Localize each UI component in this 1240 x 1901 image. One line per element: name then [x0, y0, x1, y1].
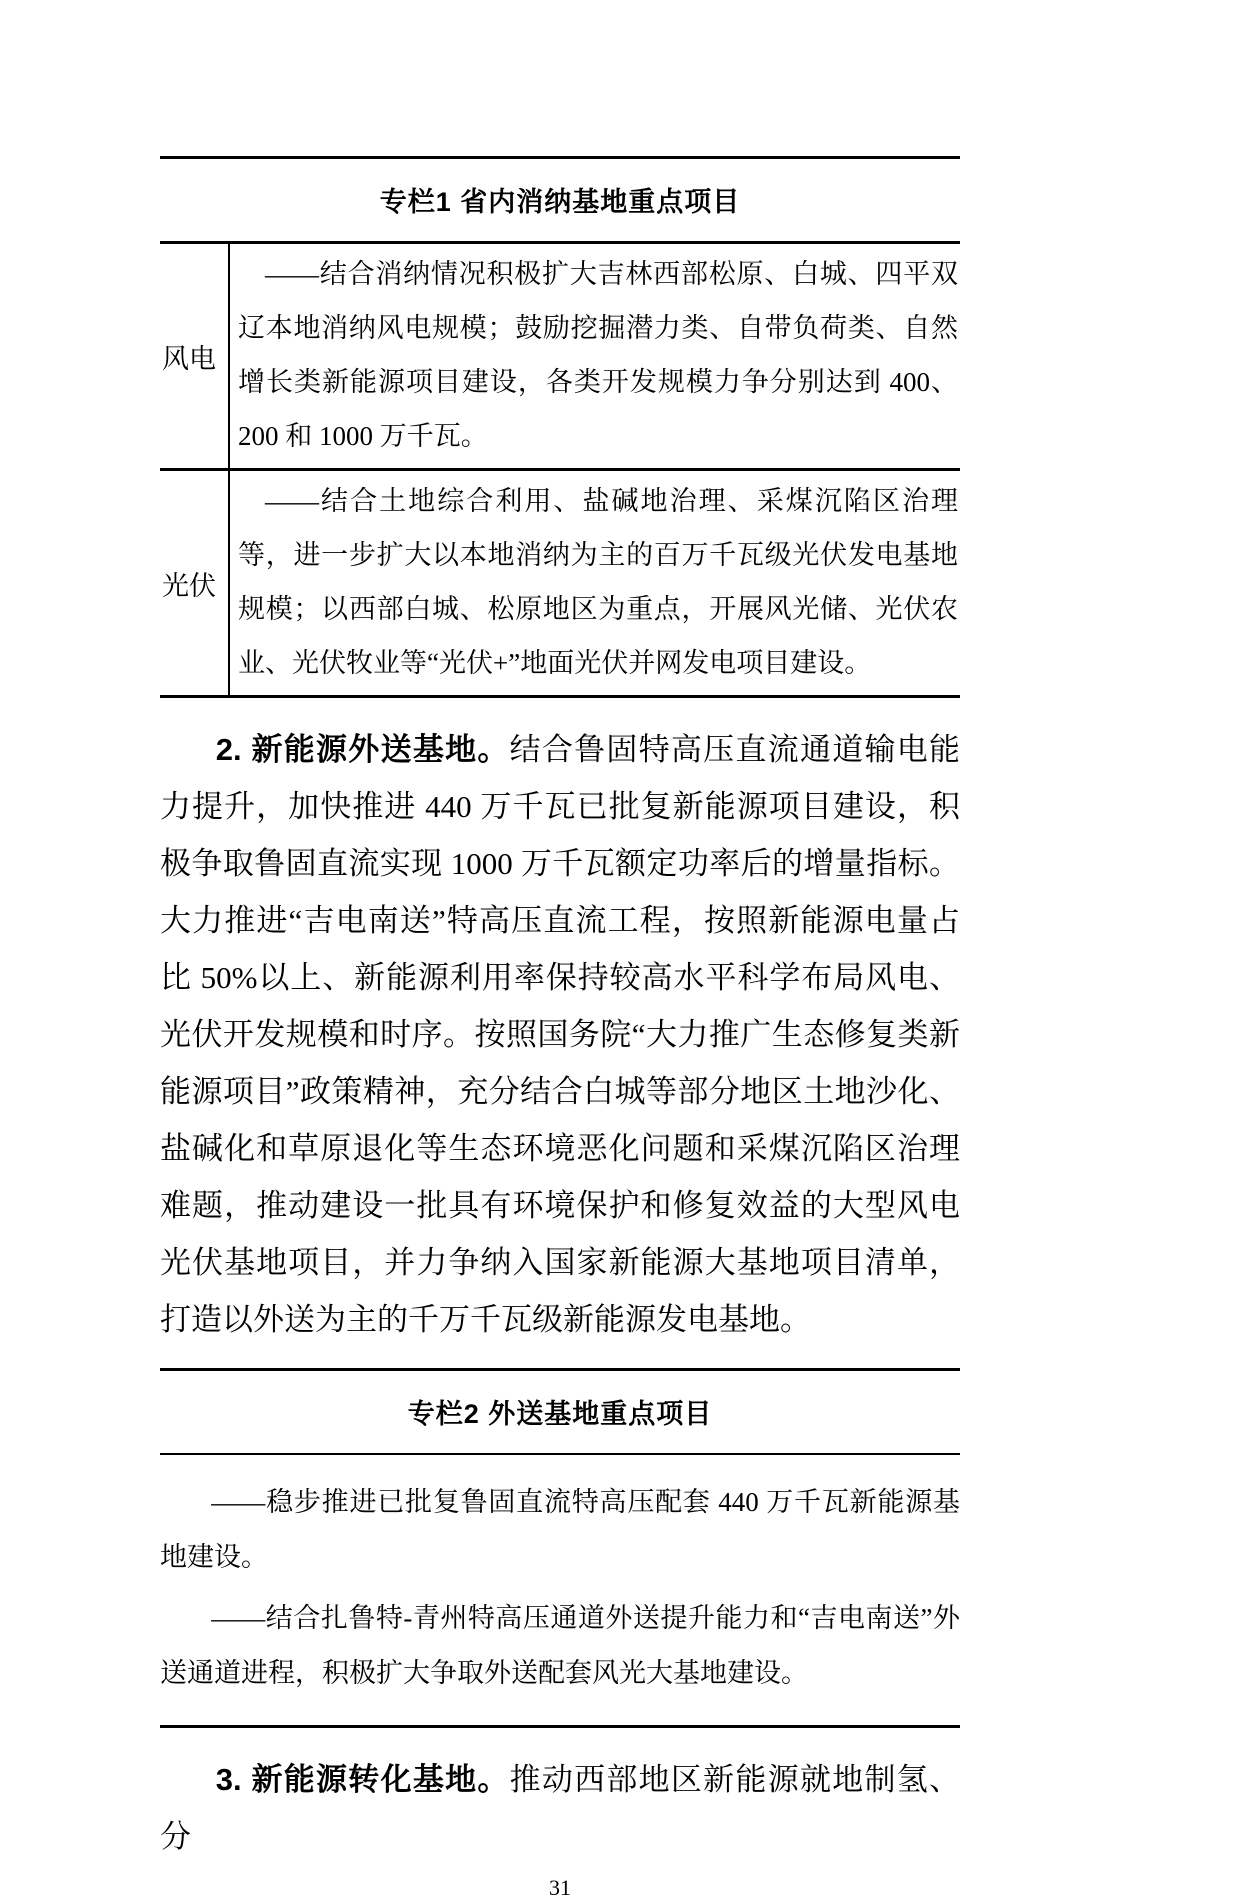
box1-title: 专栏1 省内消纳基地重点项目 — [379, 187, 741, 217]
row-label-solar: 光伏 — [160, 471, 230, 695]
box2-panel — [160, 1368, 960, 1728]
box2-title: 专栏2 外送基地重点项目 — [407, 1399, 713, 1429]
box2-item-2: ——结合扎鲁特-青州特高压通道外送提升能力和“吉电南送”外送通道进程，积极扩大争取外送配套风光大基地建设。 — [160, 1603, 960, 1688]
page-number: 31 — [549, 1875, 571, 1900]
row-label-wind: 风电 — [160, 244, 230, 468]
paragraph-3 — [160, 1751, 960, 1865]
row-text-wind: ——结合消纳情况积极扩大吉林西部松原、白城、四平双辽本地消纳风电规模；鼓励挖掘潜力类、自带负荷类、自然增长类新能源项目建设，各类开发规模力争分别达到 400、200 和 1000 万千瓦。 — [238, 259, 958, 451]
paragraph-2-lead: 2. 新能源外送基地。 — [215, 732, 510, 767]
row-text-solar: ——结合土地综合利用、盐碱地治理、采煤沉陷区治理等，进一步扩大以本地消纳为主的百万千瓦级光伏发电基地规模；以西部白城、松原地区为重点，开展风光储、光伏农业、光伏牧业等“光伏+”地面光伏并网发电项目建设。 — [238, 486, 958, 678]
paragraph-3-lead: 3. 新能源转化基地。 — [215, 1762, 510, 1797]
table-row-wind — [160, 244, 960, 468]
table-row-solar — [160, 468, 960, 695]
paragraph-2-body: 结合鲁固特高压直流通道输电能力提升，加快推进 440 万千瓦已批复新能源项目建设，积极争取鲁固直流实现 1000 万千瓦额定功率后的增量指标。大力推进“吉电南送”特高压直流工程，按照新能源电量占比 50%以上、新能源利用率保持较高水平科学布局风电、光伏开发规模和时序。按照国务院“大力推广生态修复类新能源项目”政策精神，充分结合白城等部分地区土地沙化、盐碱化和草原退化等生态环境恶化问题和采煤沉陷区治理难题，推动建设一批具有环境保护和修复效益的大型风电光伏基地项目，并力争纳入国家新能源大基地项目清单，打造以外送为主的千万千瓦级新能源发电基地。 — [160, 732, 960, 1337]
box2-body — [160, 1453, 960, 1725]
paragraph-3-body: 推动西部地区新能源就地制氢、分 — [160, 1762, 960, 1854]
page-content — [160, 156, 960, 1901]
paragraph-2 — [160, 721, 960, 1348]
box1-panel — [160, 156, 960, 698]
box1-table — [160, 241, 960, 695]
box2-item-1: ——稳步推进已批复鲁固直流特高压配套 440 万千瓦新能源基地建设。 — [160, 1487, 960, 1572]
